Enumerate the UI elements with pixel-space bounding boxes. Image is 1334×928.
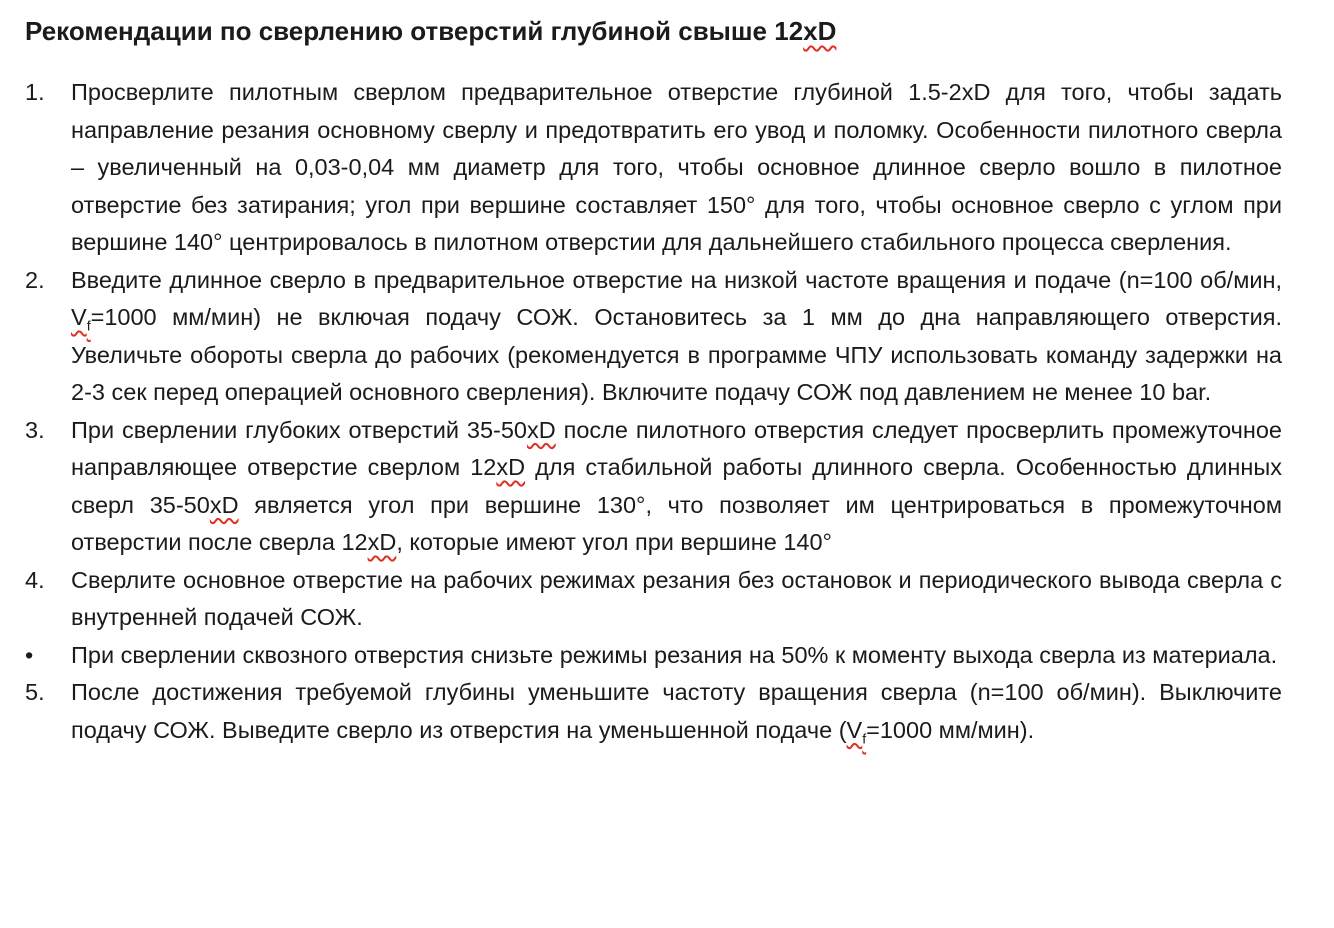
text-segment: =1000 мм/мин).: [866, 716, 1035, 743]
misspelled-text: f: [86, 317, 91, 334]
list-marker: 3.: [25, 416, 45, 443]
list-marker: 5.: [25, 679, 45, 705]
misspelled-text: xD: [496, 454, 526, 480]
text-segment: =1000 мм/мин) не включая подачу СОЖ. Остановитесь за 1 мм до дна направляющего отверстия. Увеличьте обороты сверла до рабочих (рекомендуется в программе ЧПУ использовать команду задержки на 2-3 сек перед операцией основного сверления). Включите подачу СОЖ под давлением не менее 10 bar.: [71, 304, 1282, 405]
misspelled-text: f: [862, 730, 867, 747]
list-marker: 2.: [25, 266, 45, 293]
list-item-text: [71, 562, 1282, 637]
text-segment: При сверлении сквозного отверстия снизьте режимы резания на 50% к моменту выхода сверла из материала.: [71, 641, 1278, 668]
list-item-5: [25, 637, 1282, 675]
text-segment: является угол при вершине 130°, что позволяет им центрироваться в промежуточном отверстии после сверла 12: [71, 491, 1282, 555]
text-segment: , которые имеют угол при вершине 140°: [396, 529, 832, 555]
text-segment: после пилотного отверстия следует просверлить промежуточное направляющее отверстие сверлом 12: [71, 416, 1282, 480]
list-item-text: [71, 412, 1282, 562]
list-item-2: [25, 262, 1282, 412]
text-segment: Введите длинное сверло в предварительное отверстие на низкой частоте вращения и подаче (n=100 об/мин,: [71, 266, 1282, 293]
list-item-1: [25, 74, 1282, 262]
list-item-4: [25, 562, 1282, 637]
misspelled-text: xD: [209, 491, 239, 518]
list-marker: •: [25, 641, 34, 668]
list-item-text: [71, 262, 1282, 412]
list-item-6: [25, 674, 1282, 749]
document-title: [25, 14, 1282, 48]
list-item-3: [25, 412, 1282, 562]
text-segment: Сверлите основное отверстие на рабочих режимах резания без остановок и периодического вывода сверла с внутренней подачей СОЖ.: [71, 566, 1282, 630]
text-segment: После достижения требуемой глубины уменьшите частоту вращения сверла (n=100 об/мин). Выключите подачу СОЖ. Выведите сверло из отверстия на уменьшенной подаче (: [71, 679, 1282, 743]
misspelled-text: xD: [526, 416, 556, 443]
list-marker: 1.: [25, 79, 45, 105]
misspelled-text: xD: [367, 529, 397, 555]
text-segment: При сверлении глубоких отверстий 35-50: [71, 416, 527, 443]
list-item-text: [71, 637, 1282, 675]
text-segment: Рекомендации по сверлению отверстий глубиной свыше 12: [25, 16, 804, 46]
misspelled-text: xD: [803, 16, 837, 46]
list-item-text: [71, 674, 1282, 749]
list-item-text: [71, 74, 1282, 262]
recommendations-list: [25, 74, 1282, 749]
list-marker: 4.: [25, 566, 45, 593]
misspelled-text: V: [846, 716, 863, 743]
misspelled-text: V: [71, 304, 87, 330]
text-segment: Просверлите пилотным сверлом предварительное отверстие глубиной 1.5-2xD для того, чтобы задать направление резания основному сверлу и предотвратить его увод и поломку. Особенности пилотного сверла – увеличенный на 0,03-0,04 мм диаметр для того, чтобы основное длинное сверло вошло в пилотное отверстие без затирания; угол при вершине составляет 150° для того, чтобы основное сверло с углом при вершине 140° центрировалось в пилотном отверстии для дальнейшего стабильного процесса сверления.: [71, 79, 1282, 255]
text-segment: для стабильной работы длинного сверла. Особенностью длинных сверл 35-50: [71, 454, 1282, 518]
